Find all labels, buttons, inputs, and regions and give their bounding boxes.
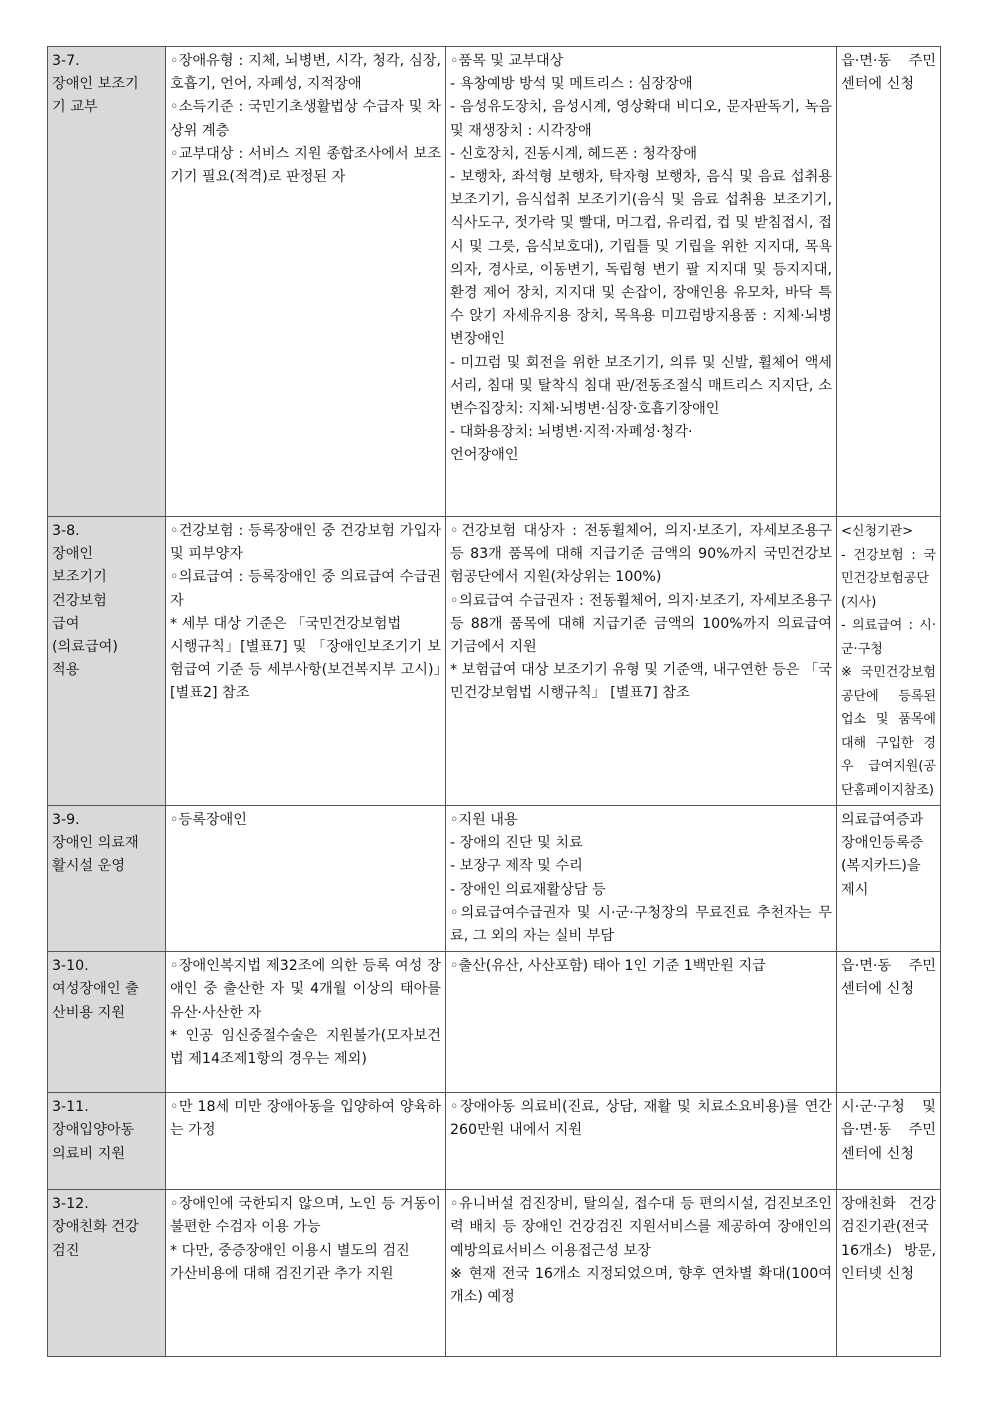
cell-line: 3-12. <box>52 1196 89 1213</box>
application-cell <box>837 806 941 952</box>
cell-line: ◦장애유형 : 지체, 뇌병변, 시각, 청각, 심장, 호흡기, 언어, 자폐성, 지적장애 <box>170 53 441 93</box>
cell-line: ◦유니버설 검진장비, 탈의실, 접수대 등 편의시설, 검진보조인력 배치 등 장애인 건강검진 지원서비스를 제공하여 장애인의 예방의료서비스 이용접근성 보장 <box>450 1196 832 1259</box>
cell-line: - 보장구 제작 및 수리 <box>450 858 583 875</box>
cell-line: - 의료급여 : 시·군·구청 <box>841 618 936 657</box>
table-row <box>48 1190 941 1357</box>
cell-line: * 세부 대상 기준은 「국민건강보험법 <box>170 615 402 632</box>
cell-line: ※국민건강보험공단에 등록된 업소 및 품목에 대해 구입한 경우 급여지원(공단홈페이지참조) <box>841 665 936 798</box>
cell-line: 산비용 지원 <box>52 1004 126 1021</box>
cell-line: 시행규칙」[별표7] 및 「장애인보조기기 보험급여 기준 등 세부사항(보건복지부 고시)」[별표2] 참조 <box>170 639 441 702</box>
eligibility-cell <box>166 952 446 1093</box>
program-title-cell <box>48 517 166 806</box>
cell-line: ◦건강보험 대상자 : 전동휠체어, 의지·보조기, 자세보조용구 등 83개 품목에 대해 지급기준 금액의 90%까지 국민건강보험공단에서 지원(차상위는 100%) <box>450 523 832 586</box>
support-content-cell <box>446 806 837 952</box>
cell-line: ◦등록장애인 <box>170 812 247 828</box>
cell-line: 가산비용에 대해 검진기관 추가 지원 <box>170 1265 394 1282</box>
cell-line: 3-9. <box>52 812 80 828</box>
cell-line: - 신호장치, 진동시계, 헤드폰 : 청각장애 <box>450 145 698 162</box>
eligibility-cell <box>166 1190 446 1357</box>
support-content-cell <box>446 517 837 806</box>
cell-line: - 대화용장치: 뇌병변·지적·자폐성·청각· <box>450 424 693 441</box>
cell-line: 장애친화 건강 <box>52 1219 139 1236</box>
application-cell <box>837 1093 941 1190</box>
cell-line: 기 교부 <box>52 99 98 116</box>
cell-line: 장애입양아동 <box>52 1122 135 1139</box>
cell-line: ◦장애인에 국한되지 않으며, 노인 등 거동이 불편한 수검자 이용 가능 <box>170 1196 441 1236</box>
cell-line: 언어장애인 <box>450 447 519 464</box>
cell-line: (의료급여) <box>52 639 118 656</box>
cell-line: - 장애인 의료재활상담 등 <box>450 881 606 898</box>
cell-line: ※ 현재 전국 16개소 지정되었으며, 향후 연차별 확대(100여개소) 예정 <box>450 1265 832 1306</box>
cell-line: 읍·면·동 주민센터에 신청 <box>841 53 936 93</box>
support-content-cell <box>446 1190 837 1357</box>
cell-line: ◦장애인복지법 제32조에 의한 등록 여성 장애인 중 출산한 자 및 4개월 이상의 태아를 유산·사산한 자 <box>170 958 441 1021</box>
cell-line: ◦의료급여 : 등록장애인 중 의료급여 수급권자 <box>170 569 441 609</box>
cell-line: ◦만 18세 미만 장애아동을 입양하여 양육하는 가정 <box>170 1099 441 1139</box>
cell-line: 3-8. <box>52 523 80 539</box>
cell-line: ◦출산(유산, 사산포함) 태아 1인 기준 1백만원 지급 <box>450 958 766 975</box>
cell-line: - 욕창예방 방석 및 메트리스 : 심장장애 <box>450 76 693 93</box>
cell-line: 적용 <box>52 662 80 679</box>
application-cell <box>837 952 941 1093</box>
cell-line: 검진 <box>52 1242 80 1259</box>
cell-line: ◦장애아동 의료비(진료, 상담, 재활 및 치료소요비용)를 연간 260만원 내에서 지원 <box>450 1099 832 1139</box>
cell-line: - 장애의 진단 및 치료 <box>450 835 583 852</box>
cell-line: 시·군·구청 및 읍·면·동 주민센터에 신청 <box>841 1099 936 1162</box>
cell-line: ◦교부대상 : 서비스 지원 종합조사에서 보조기기 필요(적격)로 판정된 자 <box>170 145 441 186</box>
cell-line: 3-10. <box>52 958 89 975</box>
cell-line: ◦건강보험 : 등록장애인 중 건강보험 가입자 및 피부양자 <box>170 523 441 563</box>
program-title-cell <box>48 806 166 952</box>
cell-line: 건강보험 <box>52 592 107 609</box>
cell-line: 3-7. <box>52 53 80 69</box>
cell-line: 장애인 <box>52 546 94 563</box>
support-content-cell <box>446 1093 837 1190</box>
program-title-cell <box>48 952 166 1093</box>
table-row <box>48 517 941 806</box>
table-row <box>48 952 941 1093</box>
cell-line: ◦품목 및 교부대상 <box>450 53 564 69</box>
cell-line: 장애인 의료재 <box>52 835 139 852</box>
cell-line: 장애친화 건강검진기관(전국16개소) 방문, 인터넷 신청 <box>841 1196 936 1282</box>
application-cell <box>837 47 941 517</box>
cell-line: 활시설 운영 <box>52 858 126 875</box>
cell-line: - 건강보험 : 국민건강보험공단(지사) <box>841 547 936 610</box>
cell-line: * 다만, 중증장애인 이용시 별도의 검진 <box>170 1242 410 1259</box>
application-cell <box>837 517 941 806</box>
cell-line: 보조기기 <box>52 569 107 586</box>
cell-line: * 인공 임신중절수술은 지원불가(모자보건법 제14조제1항의 경우는 제외) <box>170 1027 441 1068</box>
cell-line: 급여 <box>52 615 80 632</box>
program-title-cell <box>48 1190 166 1357</box>
cell-line: 3-11. <box>52 1099 89 1116</box>
table-row <box>48 1093 941 1190</box>
cell-line: ◦소득기준 : 국민기초생활법상 수급자 및 차상위 계층 <box>170 99 441 139</box>
cell-line: 의료비 지원 <box>52 1145 126 1162</box>
cell-line: - 음성유도장치, 음성시계, 영상확대 비디오, 문자판독기, 녹음 및 재생장치 : 시각장애 <box>450 99 832 139</box>
cell-line: 여성장애인 출 <box>52 981 139 998</box>
cell-line: - 보행차, 좌석형 보행차, 탁자형 보행차, 음식 및 음료 섭취용 보조기기, 음식섭취 보조기기(음식 및 음료 섭취용 보조기기, 식사도구, 젓가락 및 빨대, 머그컵, 유리컵, 컵 및 받침접시, 접시 및 그릇, 음식보호대), 기립틀 및 기립을 위한 지지대, 목욕의자, 경사로, 이동변기, 독립형 변기 팔 지지대 및 등지지대, 환경 제어 장치, 지지대 및 손잡이, 장애인용 유모차, 바닥 특수 앉기 자세유지용 장치, 목욕용 미끄럼방지용품 : 지체·뇌병변장애인 <box>450 169 832 348</box>
table-body <box>48 47 941 1357</box>
eligibility-cell <box>166 806 446 952</box>
support-content-cell <box>446 47 837 517</box>
cell-line: ◦의료급여 수급권자 : 전동휠체어, 의지·보조기, 자세보조용구 등 88개 품목에 대해 지급기준 금액의 100%까지 의료급여 기금에서 지원 <box>450 592 832 656</box>
eligibility-cell <box>166 47 446 517</box>
program-title-cell <box>48 1093 166 1190</box>
table-row <box>48 47 941 517</box>
application-cell <box>837 1190 941 1357</box>
cell-line: <신청기관> <box>841 524 914 539</box>
cell-line: 장애인 보조기 <box>52 76 139 93</box>
cell-line: * 보험급여 대상 보조기기 유형 및 기준액, 내구연한 등은 「국민건강보험법 시행규칙」 [별표7] 참조 <box>450 662 832 702</box>
cell-line: - 미끄럼 및 회전을 위한 보조기기, 의류 및 신발, 휠체어 액세서리, 침대 및 탈착식 침대 판/전동조절식 매트리스 지지단, 소변수집장치: 지체·뇌병변·심장·호흡기장애인 <box>450 354 832 418</box>
benefits-table <box>47 46 941 1357</box>
eligibility-cell <box>166 1093 446 1190</box>
cell-line: ◦의료급여수급권자 및 시·군·구청장의 무료진료 추천자는 무료, 그 외의 자는 실비 부담 <box>450 904 832 945</box>
table-row <box>48 806 941 952</box>
cell-line: 의료급여증과 장애인등록증(복지카드)을 제시 <box>841 812 924 898</box>
cell-line: ◦지원 내용 <box>450 812 518 828</box>
support-content-cell <box>446 952 837 1093</box>
cell-line: 읍·면·동 주민센터에 신청 <box>841 958 936 998</box>
eligibility-cell <box>166 517 446 806</box>
program-title-cell <box>48 47 166 517</box>
